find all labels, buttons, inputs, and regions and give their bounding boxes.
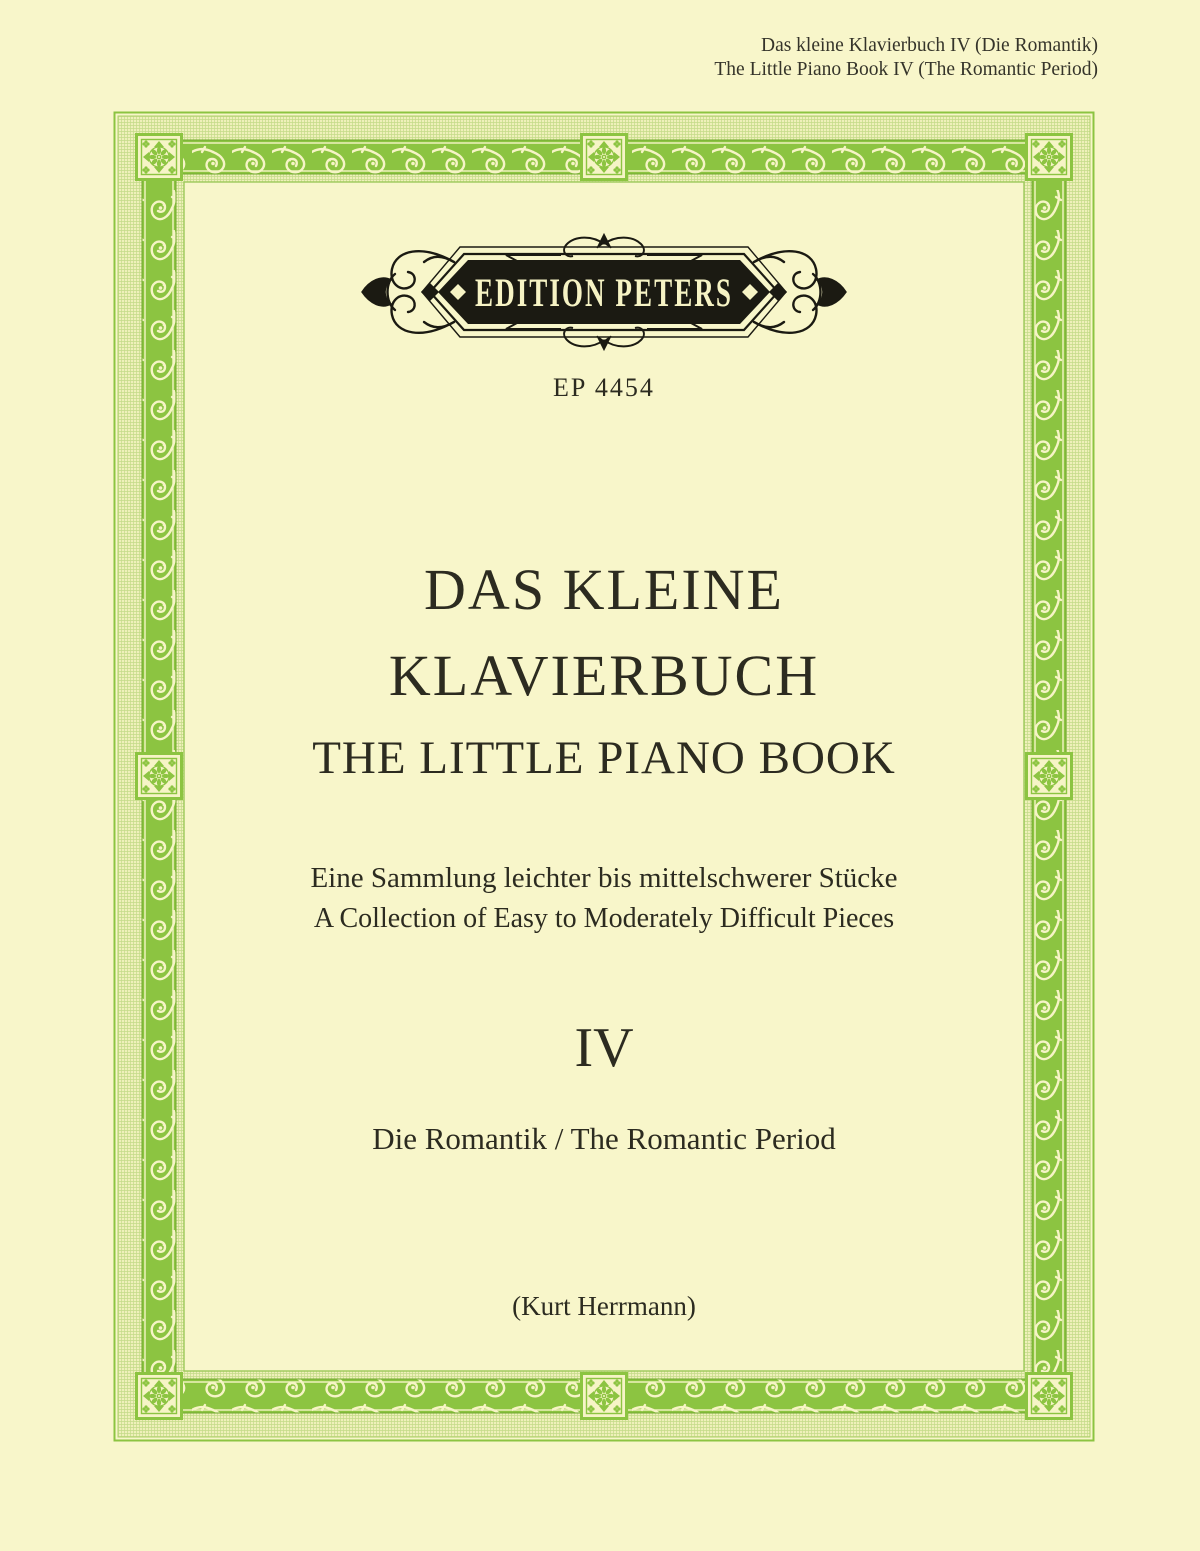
publisher-logo-text: EDITION PETERS bbox=[475, 270, 733, 315]
title-german-line2: KLAVIERBUCH bbox=[388, 643, 820, 708]
cover-content bbox=[112, 110, 1096, 1443]
subtitle-english: A Collection of Easy to Moderately Difficult Pieces bbox=[313, 903, 895, 934]
title-english: THE LITTLE PIANO BOOK bbox=[312, 732, 896, 784]
edition-peters-emblem-icon bbox=[354, 230, 854, 354]
header-line-english: The Little Piano Book IV (The Romantic Period) bbox=[714, 59, 1098, 80]
title-german-line1: DAS KLEINE bbox=[424, 557, 784, 622]
volume-subject: Die Romantik / The Romantic Period bbox=[372, 1121, 836, 1156]
header-line-german: Das kleine Klavierbuch IV (Die Romantik) bbox=[760, 35, 1098, 56]
catalog-number: EP 4454 bbox=[553, 373, 655, 402]
publisher-logo bbox=[112, 230, 1096, 356]
cover-header-note bbox=[714, 34, 1098, 82]
editor-credit: (Kurt Herrmann) bbox=[512, 1291, 696, 1321]
subtitle-german: Eine Sammlung leichter bis mittelschwerer Stücke bbox=[310, 862, 898, 894]
volume-number: IV bbox=[574, 1017, 634, 1079]
